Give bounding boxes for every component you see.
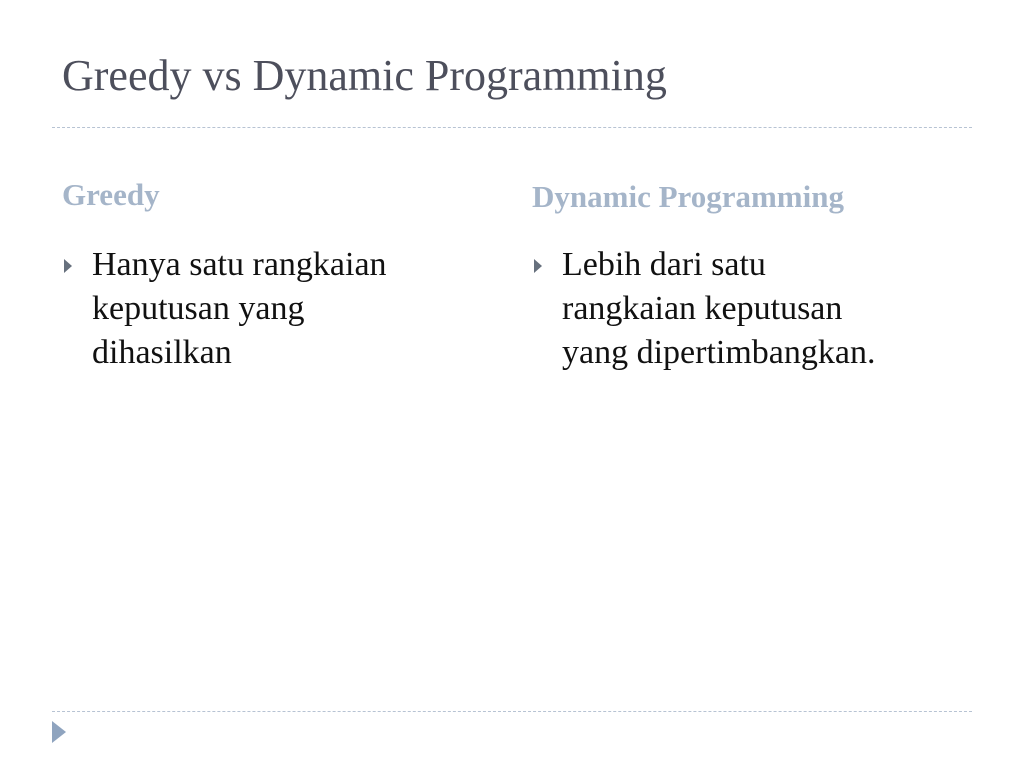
- triangle-right-icon: [64, 259, 72, 273]
- bullet-line: yang dipertimbangkan.: [562, 334, 876, 371]
- dynamic-programming-column: [532, 175, 952, 375]
- bullet-line: keputusan yang: [92, 290, 305, 327]
- bullet-line: Hanya satu rangkaian: [92, 246, 387, 283]
- dynamic-programming-bullet-list: [532, 243, 952, 375]
- slide-title: Greedy vs Dynamic Programming: [62, 51, 667, 100]
- greedy-heading: Greedy: [62, 177, 160, 212]
- greedy-column: [62, 175, 482, 375]
- bullet-line: Lebih dari satu: [562, 246, 766, 283]
- next-slide-icon[interactable]: [52, 721, 66, 743]
- bullet-line: dihasilkan: [92, 334, 232, 371]
- bullet-line: rangkaian keputusan: [562, 290, 843, 327]
- bullet-item: [532, 243, 952, 375]
- greedy-bullet-list: [62, 243, 482, 375]
- dynamic-programming-heading: Dynamic Programming: [532, 179, 844, 214]
- bullet-item: [62, 243, 482, 375]
- footer-divider: [52, 711, 972, 712]
- triangle-right-icon: [534, 259, 542, 273]
- title-divider: [52, 127, 972, 128]
